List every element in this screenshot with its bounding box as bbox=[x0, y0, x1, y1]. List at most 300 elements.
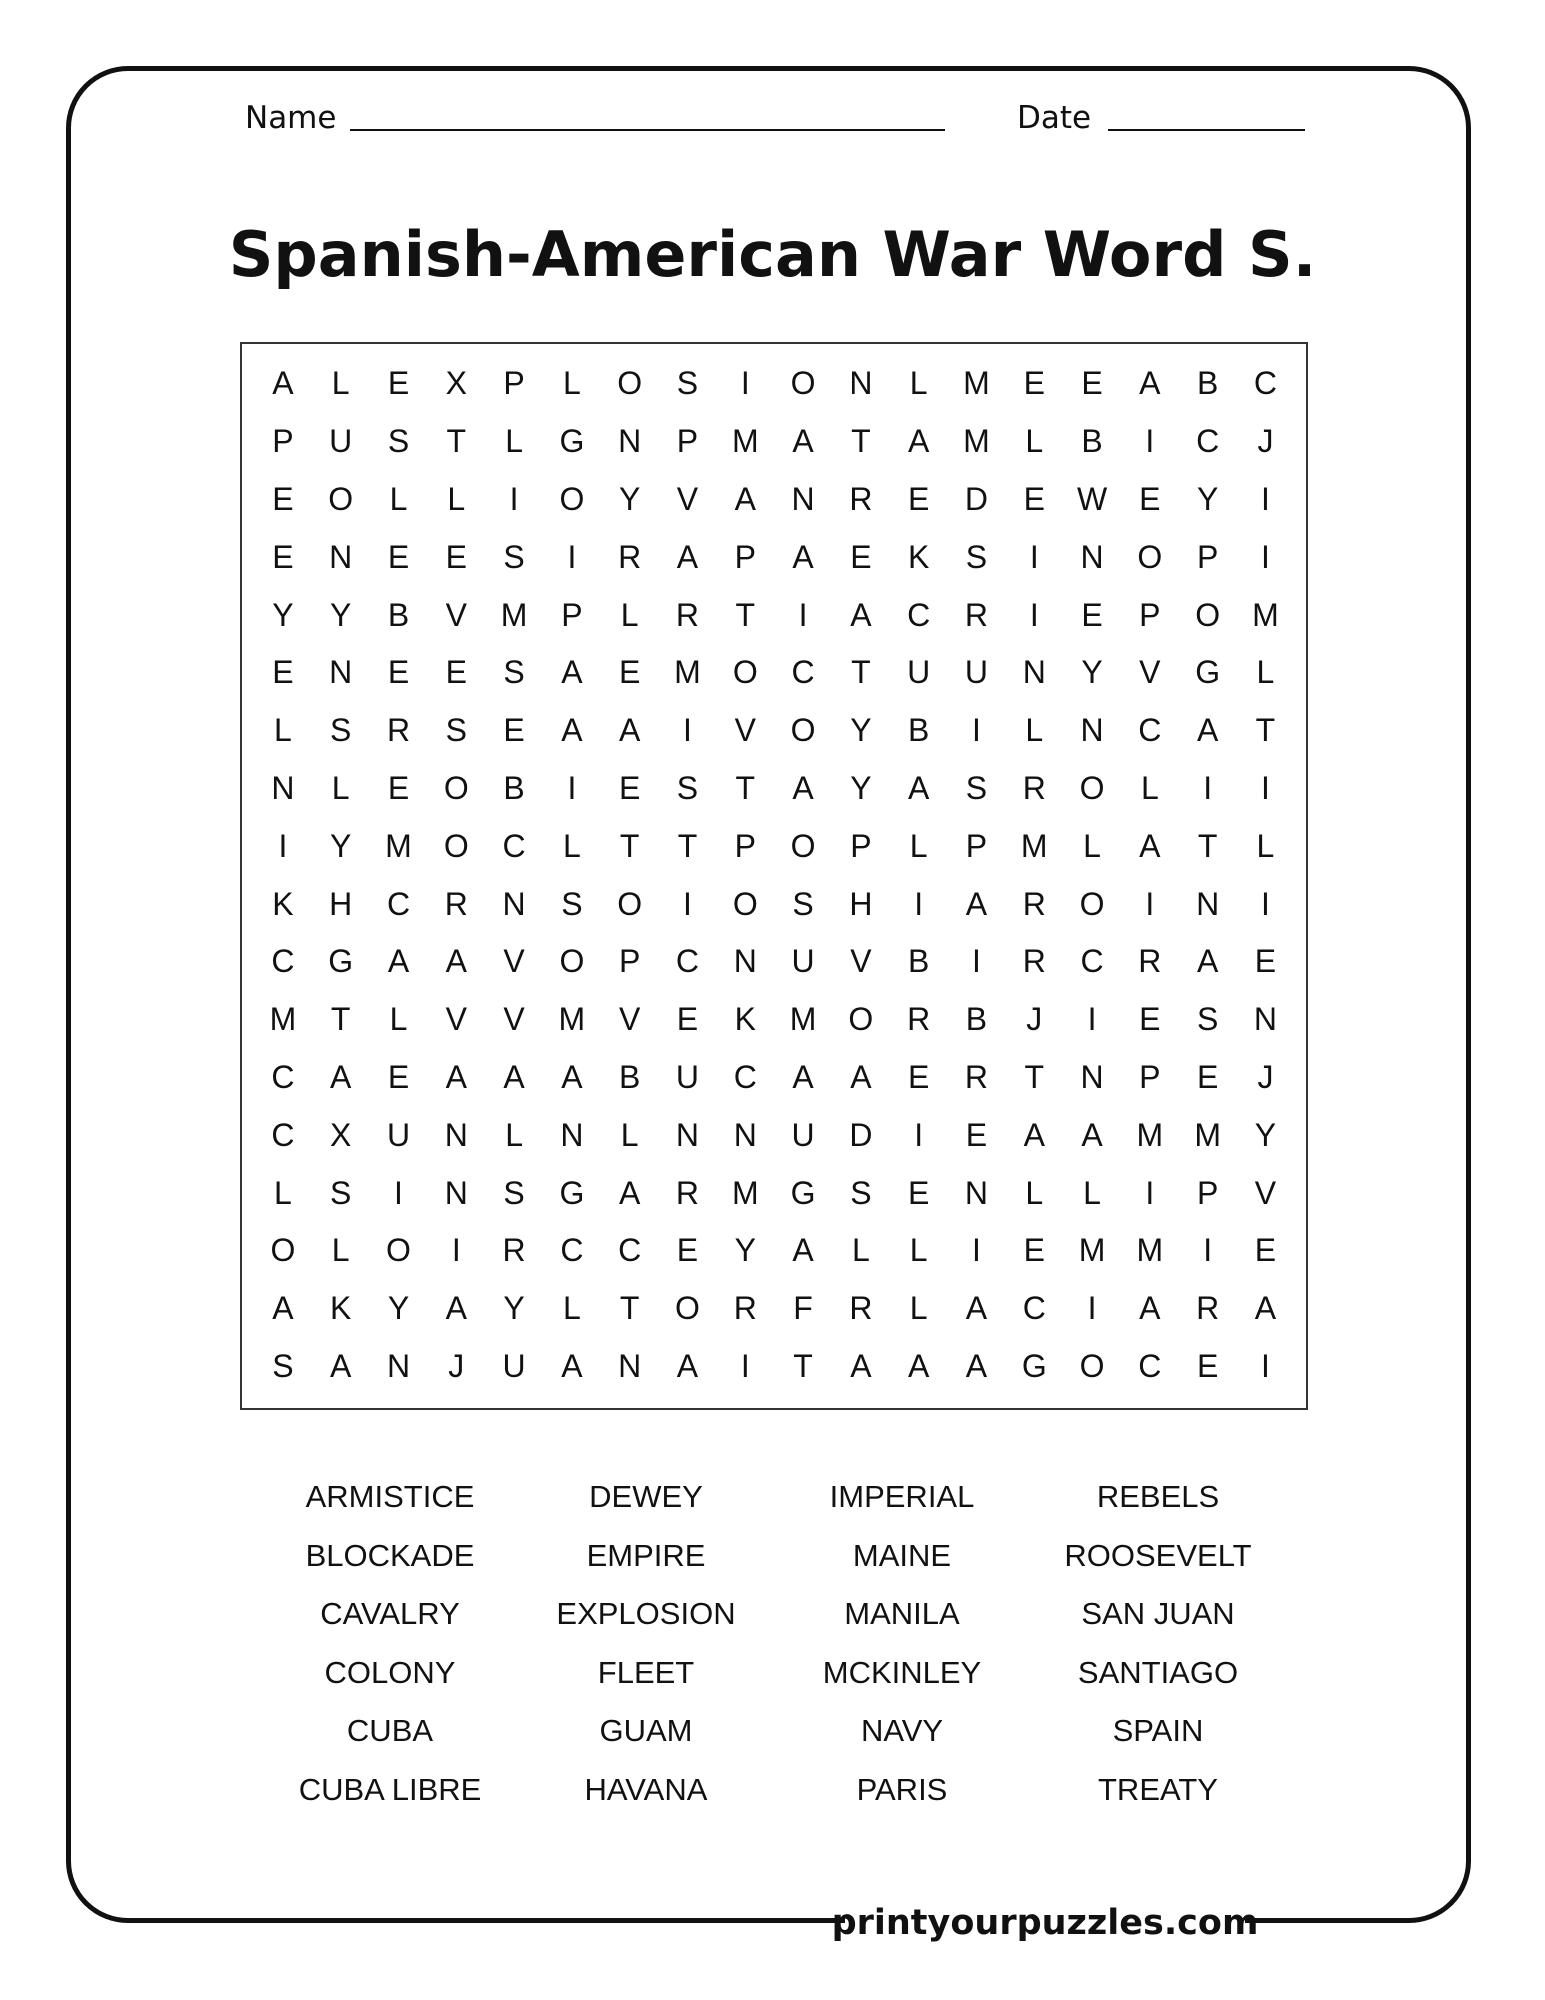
grid-letter[interactable]: A bbox=[792, 538, 814, 575]
grid-letter[interactable]: I bbox=[1261, 1347, 1270, 1384]
grid-letter[interactable]: C bbox=[1253, 365, 1277, 402]
grid-letter[interactable]: R bbox=[444, 885, 468, 922]
grid-letter[interactable]: B bbox=[1196, 365, 1219, 402]
grid-letter[interactable]: I bbox=[1087, 1001, 1097, 1038]
grid-letter[interactable]: C bbox=[271, 943, 295, 980]
grid-letter[interactable]: O bbox=[1079, 1347, 1105, 1384]
grid-letter[interactable]: N bbox=[733, 943, 757, 980]
grid-letter[interactable]: U bbox=[964, 654, 989, 691]
grid-letter[interactable]: L bbox=[1256, 827, 1275, 864]
grid-letter[interactable]: G bbox=[1195, 654, 1221, 691]
grid-letter[interactable]: L bbox=[1083, 1174, 1101, 1211]
grid-letter[interactable]: C bbox=[675, 943, 700, 980]
date-field-line[interactable] bbox=[1108, 129, 1305, 131]
grid-letter[interactable]: I bbox=[394, 1174, 403, 1211]
grid-letter[interactable]: E bbox=[1254, 943, 1277, 980]
grid-letter[interactable]: I bbox=[798, 596, 808, 633]
grid-letter[interactable]: J bbox=[448, 1347, 465, 1384]
grid-letter[interactable]: R bbox=[849, 1290, 873, 1327]
grid-letter[interactable]: R bbox=[386, 712, 411, 749]
grid-letter[interactable]: C bbox=[271, 1058, 295, 1095]
grid-letter[interactable]: R bbox=[1196, 1290, 1220, 1327]
grid-letter[interactable]: T bbox=[1024, 1058, 1045, 1095]
grid-letter[interactable]: Y bbox=[1196, 480, 1219, 517]
grid-letter[interactable]: I bbox=[914, 1116, 924, 1153]
grid-letter[interactable]: A bbox=[792, 423, 814, 460]
grid-letter[interactable]: E bbox=[387, 654, 410, 691]
grid-letter[interactable]: U bbox=[502, 1347, 526, 1384]
grid-letter[interactable]: S bbox=[965, 769, 988, 806]
grid-letter[interactable]: S bbox=[965, 538, 988, 575]
grid-letter[interactable]: E bbox=[445, 654, 467, 691]
grid-letter[interactable]: A bbox=[1139, 365, 1161, 402]
grid-letter[interactable]: M bbox=[1078, 1232, 1106, 1269]
grid-letter[interactable]: N bbox=[502, 885, 526, 922]
grid-letter[interactable]: O bbox=[675, 1290, 700, 1327]
grid-letter[interactable]: Y bbox=[850, 769, 872, 806]
grid-letter[interactable]: G bbox=[328, 943, 354, 980]
grid-letter[interactable]: E bbox=[907, 480, 930, 517]
grid-letter[interactable]: L bbox=[274, 1174, 292, 1211]
grid-letter[interactable]: N bbox=[964, 1174, 989, 1211]
grid-letter[interactable]: N bbox=[1080, 712, 1104, 749]
grid-letter[interactable]: Y bbox=[850, 712, 872, 749]
grid-letter[interactable]: M bbox=[1194, 1116, 1221, 1153]
grid-letter[interactable]: A bbox=[1139, 1290, 1161, 1327]
grid-letter[interactable]: M bbox=[731, 423, 759, 460]
grid-letter[interactable]: P bbox=[1196, 538, 1219, 575]
grid-letter[interactable]: A bbox=[792, 1232, 814, 1269]
grid-letter[interactable]: L bbox=[851, 1232, 870, 1269]
grid-letter[interactable]: N bbox=[675, 1116, 700, 1153]
grid-letter[interactable]: S bbox=[503, 538, 525, 575]
grid-letter[interactable]: E bbox=[1196, 1347, 1219, 1384]
grid-letter[interactable]: K bbox=[330, 1290, 352, 1327]
grid-letter[interactable]: N bbox=[849, 365, 873, 402]
grid-letter[interactable]: E bbox=[445, 538, 467, 575]
grid-letter[interactable]: T bbox=[735, 769, 756, 806]
grid-letter[interactable]: J bbox=[1257, 1058, 1274, 1095]
grid-letter[interactable]: L bbox=[562, 365, 581, 402]
grid-letter[interactable]: I bbox=[972, 943, 981, 980]
grid-letter[interactable]: L bbox=[909, 365, 928, 402]
grid-letter[interactable]: L bbox=[909, 1290, 928, 1327]
grid-letter[interactable]: T bbox=[619, 1290, 640, 1327]
grid-letter[interactable]: N bbox=[444, 1116, 468, 1153]
grid-letter[interactable]: V bbox=[734, 712, 756, 749]
grid-letter[interactable]: A bbox=[1196, 943, 1219, 980]
grid-letter[interactable]: A bbox=[850, 596, 872, 633]
grid-letter[interactable]: M bbox=[1136, 1116, 1164, 1153]
grid-letter[interactable]: A bbox=[734, 480, 756, 517]
grid-letter[interactable]: P bbox=[734, 827, 756, 864]
grid-letter[interactable]: T bbox=[446, 423, 467, 460]
grid-letter[interactable]: L bbox=[1140, 769, 1159, 806]
grid-letter[interactable]: A bbox=[850, 1347, 872, 1384]
grid-letter[interactable]: N bbox=[618, 423, 642, 460]
grid-letter[interactable]: N bbox=[560, 1116, 584, 1153]
grid-letter[interactable]: N bbox=[1196, 885, 1220, 922]
grid-letter[interactable]: A bbox=[907, 423, 930, 460]
grid-letter[interactable]: K bbox=[272, 885, 294, 922]
grid-letter[interactable]: E bbox=[850, 538, 872, 575]
grid-letter[interactable]: L bbox=[1256, 654, 1275, 691]
grid-letter[interactable]: O bbox=[1079, 769, 1105, 806]
grid-letter[interactable]: P bbox=[850, 827, 872, 864]
grid-letter[interactable]: A bbox=[445, 1290, 467, 1327]
grid-letter[interactable]: I bbox=[1145, 1174, 1155, 1211]
grid-letter[interactable]: P bbox=[734, 538, 756, 575]
grid-letter[interactable]: L bbox=[331, 365, 350, 402]
grid-letter[interactable]: L bbox=[274, 712, 292, 749]
grid-letter[interactable]: V bbox=[445, 596, 467, 633]
grid-letter[interactable]: I bbox=[1261, 885, 1270, 922]
grid-letter[interactable]: R bbox=[618, 538, 642, 575]
grid-letter[interactable]: N bbox=[1022, 654, 1046, 691]
grid-letter[interactable]: C bbox=[386, 885, 411, 922]
grid-letter[interactable]: I bbox=[740, 365, 750, 402]
grid-letter[interactable]: O bbox=[270, 1232, 296, 1269]
grid-letter[interactable]: M bbox=[1136, 1232, 1164, 1269]
grid-letter[interactable]: L bbox=[562, 827, 581, 864]
grid-letter[interactable]: P bbox=[1139, 1058, 1161, 1095]
grid-letter[interactable]: C bbox=[560, 1232, 584, 1269]
grid-letter[interactable]: E bbox=[1254, 1232, 1277, 1269]
grid-letter[interactable]: U bbox=[907, 654, 931, 691]
grid-letter[interactable]: A bbox=[907, 769, 930, 806]
grid-letter[interactable]: L bbox=[620, 596, 639, 633]
grid-letter[interactable]: N bbox=[791, 480, 815, 517]
grid-letter[interactable]: A bbox=[619, 712, 641, 749]
grid-letter[interactable]: C bbox=[618, 1232, 642, 1269]
grid-letter[interactable]: M bbox=[385, 827, 412, 864]
grid-letter[interactable]: T bbox=[677, 827, 698, 864]
grid-letter[interactable]: E bbox=[1139, 480, 1161, 517]
grid-letter[interactable]: G bbox=[790, 1174, 816, 1211]
grid-letter[interactable]: T bbox=[330, 1001, 351, 1038]
grid-letter[interactable]: I bbox=[567, 769, 577, 806]
grid-letter[interactable]: L bbox=[447, 480, 466, 517]
grid-letter[interactable]: A bbox=[561, 654, 583, 691]
grid-letter[interactable]: I bbox=[567, 538, 577, 575]
grid-letter[interactable]: R bbox=[733, 1290, 757, 1327]
grid-letter[interactable]: E bbox=[1023, 1232, 1045, 1269]
grid-letter[interactable]: S bbox=[1196, 1001, 1219, 1038]
grid-letter[interactable]: K bbox=[907, 538, 930, 575]
grid-letter[interactable]: A bbox=[965, 1290, 988, 1327]
grid-letter[interactable]: R bbox=[1138, 943, 1162, 980]
grid-letter[interactable]: H bbox=[329, 885, 353, 922]
grid-letter[interactable]: I bbox=[1203, 769, 1213, 806]
grid-letter[interactable]: I bbox=[1145, 885, 1155, 922]
grid-letter[interactable]: N bbox=[618, 1347, 642, 1384]
grid-letter[interactable]: I bbox=[1145, 423, 1155, 460]
grid-letter[interactable]: E bbox=[619, 654, 641, 691]
grid-letter[interactable]: K bbox=[734, 1001, 756, 1038]
grid-letter[interactable]: I bbox=[683, 712, 692, 749]
grid-letter[interactable]: A bbox=[330, 1058, 352, 1095]
grid-letter[interactable]: E bbox=[1081, 365, 1103, 402]
grid-letter[interactable]: R bbox=[675, 596, 700, 633]
grid-letter[interactable]: N bbox=[329, 654, 353, 691]
grid-letter[interactable]: O bbox=[790, 827, 816, 864]
grid-letter[interactable]: M bbox=[1252, 596, 1279, 633]
grid-letter[interactable]: L bbox=[909, 1232, 928, 1269]
grid-letter[interactable]: U bbox=[329, 423, 353, 460]
grid-letter[interactable]: I bbox=[683, 885, 692, 922]
grid-letter[interactable]: R bbox=[502, 1232, 526, 1269]
grid-letter[interactable]: C bbox=[907, 596, 931, 633]
grid-letter[interactable]: O bbox=[443, 827, 469, 864]
grid-letter[interactable]: P bbox=[965, 827, 988, 864]
grid-letter[interactable]: T bbox=[851, 654, 871, 691]
grid-letter[interactable]: R bbox=[964, 1058, 989, 1095]
grid-letter[interactable]: V bbox=[676, 480, 699, 517]
grid-letter[interactable]: C bbox=[502, 827, 526, 864]
grid-letter[interactable]: I bbox=[1261, 769, 1270, 806]
grid-letter[interactable]: O bbox=[617, 365, 643, 402]
grid-letter[interactable]: N bbox=[271, 769, 295, 806]
grid-letter[interactable]: R bbox=[1022, 943, 1046, 980]
grid-letter[interactable]: A bbox=[965, 1347, 988, 1384]
grid-letter[interactable]: O bbox=[328, 480, 354, 517]
grid-letter[interactable]: E bbox=[907, 1058, 930, 1095]
grid-letter[interactable]: M bbox=[731, 1174, 759, 1211]
grid-letter[interactable]: U bbox=[791, 1116, 815, 1153]
grid-letter[interactable]: C bbox=[733, 1058, 757, 1095]
grid-letter[interactable]: I bbox=[914, 885, 924, 922]
grid-letter[interactable]: R bbox=[675, 1174, 700, 1211]
grid-letter[interactable]: S bbox=[850, 1174, 872, 1211]
grid-letter[interactable]: E bbox=[619, 769, 641, 806]
grid-letter[interactable]: O bbox=[617, 885, 643, 922]
grid-letter[interactable]: R bbox=[1022, 885, 1046, 922]
grid-letter[interactable]: Y bbox=[619, 480, 641, 517]
grid-letter[interactable]: T bbox=[1255, 712, 1276, 749]
grid-letter[interactable]: S bbox=[503, 654, 525, 691]
grid-letter[interactable]: L bbox=[1025, 712, 1044, 749]
grid-letter[interactable]: C bbox=[1022, 1290, 1046, 1327]
grid-letter[interactable]: S bbox=[330, 1174, 352, 1211]
grid-letter[interactable]: A bbox=[907, 1347, 930, 1384]
grid-letter[interactable]: V bbox=[619, 1001, 641, 1038]
grid-letter[interactable]: S bbox=[561, 885, 583, 922]
grid-letter[interactable]: I bbox=[1029, 596, 1039, 633]
grid-letter[interactable]: G bbox=[559, 423, 585, 460]
grid-letter[interactable]: L bbox=[389, 480, 408, 517]
grid-letter[interactable]: O bbox=[848, 1001, 874, 1038]
grid-letter[interactable]: X bbox=[445, 365, 467, 402]
grid-letter[interactable]: V bbox=[850, 943, 872, 980]
grid-letter[interactable]: N bbox=[386, 1347, 411, 1384]
grid-letter[interactable]: A bbox=[1254, 1290, 1277, 1327]
grid-letter[interactable]: C bbox=[1138, 712, 1162, 749]
grid-letter[interactable]: A bbox=[619, 1174, 641, 1211]
grid-letter[interactable]: S bbox=[387, 423, 410, 460]
grid-letter[interactable]: A bbox=[1139, 827, 1161, 864]
grid-letter[interactable]: A bbox=[445, 1058, 467, 1095]
grid-letter[interactable]: O bbox=[386, 1232, 411, 1269]
grid-letter[interactable]: S bbox=[676, 365, 699, 402]
grid-letter[interactable]: M bbox=[1020, 827, 1048, 864]
grid-letter[interactable]: S bbox=[792, 885, 814, 922]
grid-letter[interactable]: P bbox=[272, 423, 294, 460]
grid-letter[interactable]: M bbox=[963, 365, 990, 402]
grid-letter[interactable]: U bbox=[386, 1116, 411, 1153]
grid-letter[interactable]: P bbox=[561, 596, 583, 633]
grid-letter[interactable]: S bbox=[330, 712, 352, 749]
grid-letter[interactable]: C bbox=[1138, 1347, 1162, 1384]
grid-letter[interactable]: A bbox=[792, 769, 814, 806]
grid-letter[interactable]: I bbox=[1087, 1290, 1097, 1327]
grid-letter[interactable]: U bbox=[675, 1058, 700, 1095]
grid-letter[interactable]: M bbox=[963, 423, 990, 460]
grid-letter[interactable]: M bbox=[789, 1001, 817, 1038]
grid-letter[interactable]: A bbox=[272, 1290, 294, 1327]
grid-letter[interactable]: V bbox=[445, 1001, 467, 1038]
grid-letter[interactable]: I bbox=[1029, 538, 1039, 575]
grid-letter[interactable]: A bbox=[1081, 1116, 1103, 1153]
grid-letter[interactable]: A bbox=[965, 885, 988, 922]
grid-letter[interactable]: C bbox=[791, 654, 815, 691]
grid-letter[interactable]: P bbox=[1139, 596, 1161, 633]
grid-letter[interactable]: A bbox=[850, 1058, 872, 1095]
grid-letter[interactable]: Y bbox=[272, 596, 294, 633]
grid-letter[interactable]: B bbox=[907, 943, 930, 980]
grid-letter[interactable]: B bbox=[907, 712, 930, 749]
grid-letter[interactable]: F bbox=[793, 1290, 813, 1327]
grid-letter[interactable]: T bbox=[619, 827, 640, 864]
grid-letter[interactable]: N bbox=[444, 1174, 468, 1211]
grid-letter[interactable]: I bbox=[278, 827, 288, 864]
grid-letter[interactable]: J bbox=[1026, 1001, 1043, 1038]
grid-letter[interactable]: U bbox=[791, 943, 815, 980]
grid-letter[interactable]: P bbox=[1196, 1174, 1219, 1211]
grid-letter[interactable]: N bbox=[1253, 1001, 1277, 1038]
grid-letter[interactable]: A bbox=[561, 712, 583, 749]
grid-letter[interactable]: E bbox=[1196, 1058, 1219, 1095]
grid-letter[interactable]: Y bbox=[1081, 654, 1103, 691]
grid-letter[interactable]: I bbox=[1261, 480, 1270, 517]
grid-letter[interactable]: E bbox=[387, 1058, 410, 1095]
grid-letter[interactable]: M bbox=[558, 1001, 586, 1038]
grid-letter[interactable]: V bbox=[1139, 654, 1161, 691]
grid-letter[interactable]: O bbox=[732, 654, 758, 691]
grid-letter[interactable]: I bbox=[451, 1232, 461, 1269]
grid-letter[interactable]: L bbox=[1025, 423, 1044, 460]
grid-letter[interactable]: R bbox=[849, 480, 873, 517]
grid-letter[interactable]: L bbox=[562, 1290, 581, 1327]
grid-letter[interactable]: Y bbox=[503, 1290, 525, 1327]
grid-letter[interactable]: E bbox=[676, 1232, 699, 1269]
grid-letter[interactable]: L bbox=[331, 1232, 350, 1269]
grid-letter[interactable]: D bbox=[849, 1116, 873, 1153]
grid-letter[interactable]: M bbox=[674, 654, 701, 691]
grid-letter[interactable]: T bbox=[793, 1347, 813, 1384]
grid-letter[interactable]: I bbox=[1203, 1232, 1213, 1269]
grid-letter[interactable]: L bbox=[620, 1116, 639, 1153]
grid-letter[interactable]: E bbox=[387, 365, 410, 402]
grid-letter[interactable]: I bbox=[509, 480, 519, 517]
grid-letter[interactable]: L bbox=[331, 769, 350, 806]
grid-letter[interactable]: A bbox=[445, 943, 467, 980]
grid-letter[interactable]: E bbox=[387, 769, 410, 806]
grid-letter[interactable]: P bbox=[503, 365, 525, 402]
grid-letter[interactable]: I bbox=[972, 1232, 981, 1269]
grid-letter[interactable]: N bbox=[1080, 538, 1104, 575]
grid-letter[interactable]: E bbox=[676, 1001, 699, 1038]
grid-letter[interactable]: B bbox=[965, 1001, 988, 1038]
grid-letter[interactable]: N bbox=[733, 1116, 757, 1153]
grid-letter[interactable]: S bbox=[503, 1174, 525, 1211]
grid-letter[interactable]: A bbox=[676, 538, 699, 575]
grid-letter[interactable]: E bbox=[1023, 365, 1045, 402]
grid-letter[interactable]: E bbox=[272, 480, 294, 517]
grid-letter[interactable]: M bbox=[500, 596, 528, 633]
grid-letter[interactable]: A bbox=[272, 365, 294, 402]
grid-letter[interactable]: A bbox=[792, 1058, 814, 1095]
grid-letter[interactable]: O bbox=[443, 769, 469, 806]
grid-letter[interactable]: E bbox=[1081, 596, 1103, 633]
grid-letter[interactable]: O bbox=[1195, 596, 1221, 633]
grid-letter[interactable]: B bbox=[619, 1058, 641, 1095]
grid-letter[interactable]: M bbox=[269, 1001, 297, 1038]
grid-letter[interactable]: L bbox=[389, 1001, 408, 1038]
grid-letter[interactable]: N bbox=[329, 538, 353, 575]
grid-letter[interactable]: W bbox=[1076, 480, 1108, 517]
grid-letter[interactable]: N bbox=[1080, 1058, 1104, 1095]
grid-letter[interactable]: A bbox=[676, 1347, 699, 1384]
grid-letter[interactable]: L bbox=[505, 1116, 523, 1153]
grid-letter[interactable]: L bbox=[505, 423, 523, 460]
grid-letter[interactable]: E bbox=[272, 654, 294, 691]
grid-letter[interactable]: O bbox=[790, 365, 816, 402]
grid-letter[interactable]: B bbox=[387, 596, 410, 633]
grid-letter[interactable]: A bbox=[561, 1058, 583, 1095]
grid-letter[interactable]: A bbox=[330, 1347, 352, 1384]
grid-letter[interactable]: O bbox=[1079, 885, 1105, 922]
grid-letter[interactable]: R bbox=[964, 596, 989, 633]
grid-letter[interactable]: E bbox=[503, 712, 525, 749]
grid-letter[interactable]: I bbox=[1261, 538, 1270, 575]
grid-letter[interactable]: C bbox=[271, 1116, 295, 1153]
grid-letter[interactable]: Y bbox=[1254, 1116, 1277, 1153]
grid-letter[interactable]: V bbox=[503, 943, 525, 980]
grid-letter[interactable]: O bbox=[559, 943, 585, 980]
grid-letter[interactable]: I bbox=[740, 1347, 750, 1384]
grid-letter[interactable]: O bbox=[559, 480, 585, 517]
grid-letter[interactable]: A bbox=[503, 1058, 525, 1095]
grid-letter[interactable]: A bbox=[1023, 1116, 1045, 1153]
grid-letter[interactable]: L bbox=[1025, 1174, 1044, 1211]
grid-letter[interactable]: A bbox=[1196, 712, 1219, 749]
grid-letter[interactable]: R bbox=[1022, 769, 1046, 806]
grid-letter[interactable]: L bbox=[909, 827, 928, 864]
grid-letter[interactable]: H bbox=[849, 885, 873, 922]
grid-letter[interactable]: E bbox=[1023, 480, 1045, 517]
grid-letter[interactable]: C bbox=[1080, 943, 1104, 980]
grid-letter[interactable]: T bbox=[851, 423, 871, 460]
grid-letter[interactable]: A bbox=[387, 943, 410, 980]
grid-letter[interactable]: B bbox=[1081, 423, 1103, 460]
grid-letter[interactable]: T bbox=[1197, 827, 1218, 864]
grid-letter[interactable]: Y bbox=[330, 827, 352, 864]
grid-letter[interactable]: I bbox=[972, 712, 981, 749]
name-field-line[interactable] bbox=[350, 129, 945, 131]
grid-letter[interactable]: G bbox=[559, 1174, 585, 1211]
grid-letter[interactable]: Y bbox=[387, 1290, 410, 1327]
grid-letter[interactable]: C bbox=[1196, 423, 1220, 460]
